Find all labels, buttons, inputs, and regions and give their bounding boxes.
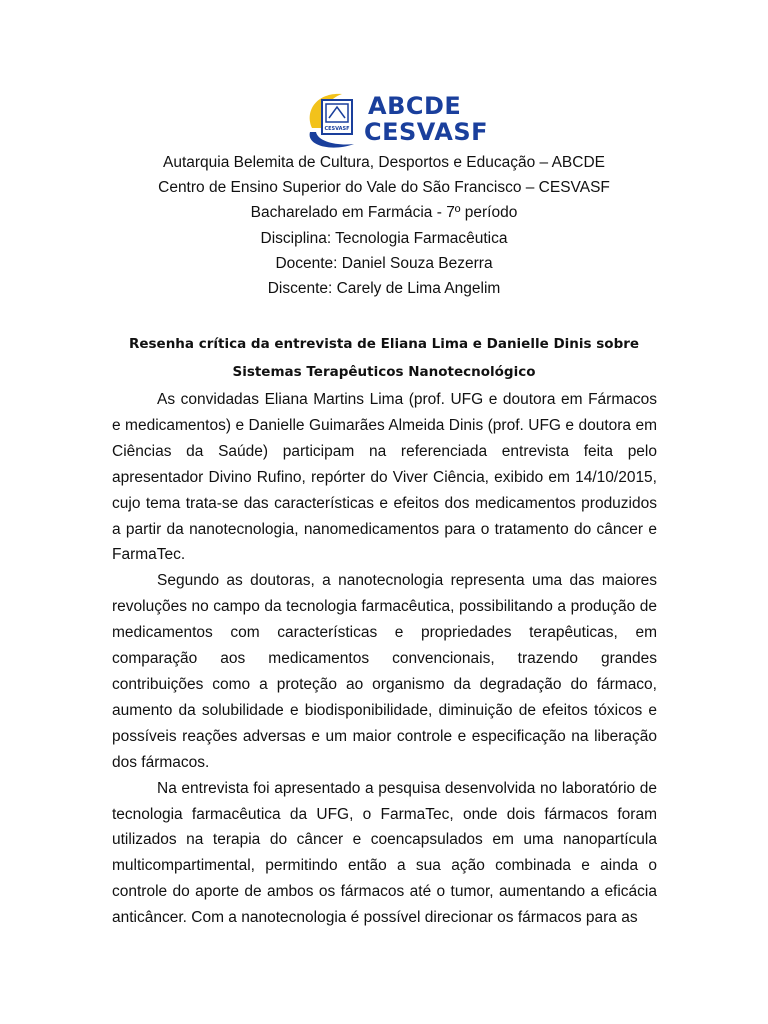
title-line-2: Sistemas Terapêuticos Nanotecnológico xyxy=(232,364,536,380)
body-paragraph: Na entrevista foi apresentado a pesquisa desenvolvida no laboratório de tecnologia farmacêutica da UFG, o FarmaTec, onde dois fármacos foram utilizados na terapia do câncer e coencapsulados em uma nanopartícula multicompartimental, permitindo então a sua ação combinada e ainda o controle do aporte de ambos os fármacos até o tumor, aumentando a eficácia anticâncer. Com a nanotecnologia é possível direcionar os fármacos para as xyxy=(112,779,657,927)
header-line-course: Bacharelado em Farmácia - 7º período xyxy=(250,204,518,222)
header-line-teacher: Docente: Daniel Souza Bezerra xyxy=(275,254,493,272)
logo-emblem-icon xyxy=(302,88,366,150)
document-body xyxy=(112,387,657,931)
document-title xyxy=(0,330,768,386)
institution-logo xyxy=(302,88,488,150)
title-line-1: Resenha crítica da entrevista de Eliana Lima e Danielle Dinis sobre xyxy=(128,336,640,352)
header-line-discipline: Disciplina: Tecnologia Farmacêutica xyxy=(260,229,508,247)
document-header xyxy=(0,150,768,301)
header-line-institution: Autarquia Belemita de Cultura, Desportos e Educação – ABCDE xyxy=(163,154,605,171)
header-line-center: Centro de Ensino Superior do Vale do São Francisco – CESVASF xyxy=(158,179,610,197)
logo-text-cesvasf: CESVASF xyxy=(364,118,488,146)
body-paragraph: Segundo as doutoras, a nanotecnologia representa uma das maiores revoluções no campo da tecnologia farmacêutica, possibilitando a produção de medicamentos com características e propriedades terapêuticas, em comparação aos medicamentos convencionais, trazendo grandes contribuições como a proteção ao organismo da degradação do fármaco, aumento da solubilidade e biodisponibilidade, diminuição de efeitos tóxicos e possíveis reações adversas e um maior controle e especificação na liberação dos fármacos. xyxy=(112,572,657,771)
body-paragraph: As convidadas Eliana Martins Lima (prof. UFG e doutora em Fármacos e medicamentos) e Danielle Guimarães Almeida Dinis (prof. UFG e doutora em Ciências da Saúde) participam na referenciada entrevista feita pelo apresentador Divino Rufino, repórter do Viver Ciência, exibido em 14/10/2015, cujo tema trata-se das características e efeitos dos medicamentos produzidos a partir da nanotecnologia, nanomedicamentos para o tratamento do câncer e FarmaTec. xyxy=(112,391,657,564)
logo-text-abcde: ABCDE xyxy=(368,92,462,120)
header-line-student: Discente: Carely de Lima Angelim xyxy=(267,279,501,297)
logo-emblem-label: CESVASF xyxy=(324,126,350,132)
